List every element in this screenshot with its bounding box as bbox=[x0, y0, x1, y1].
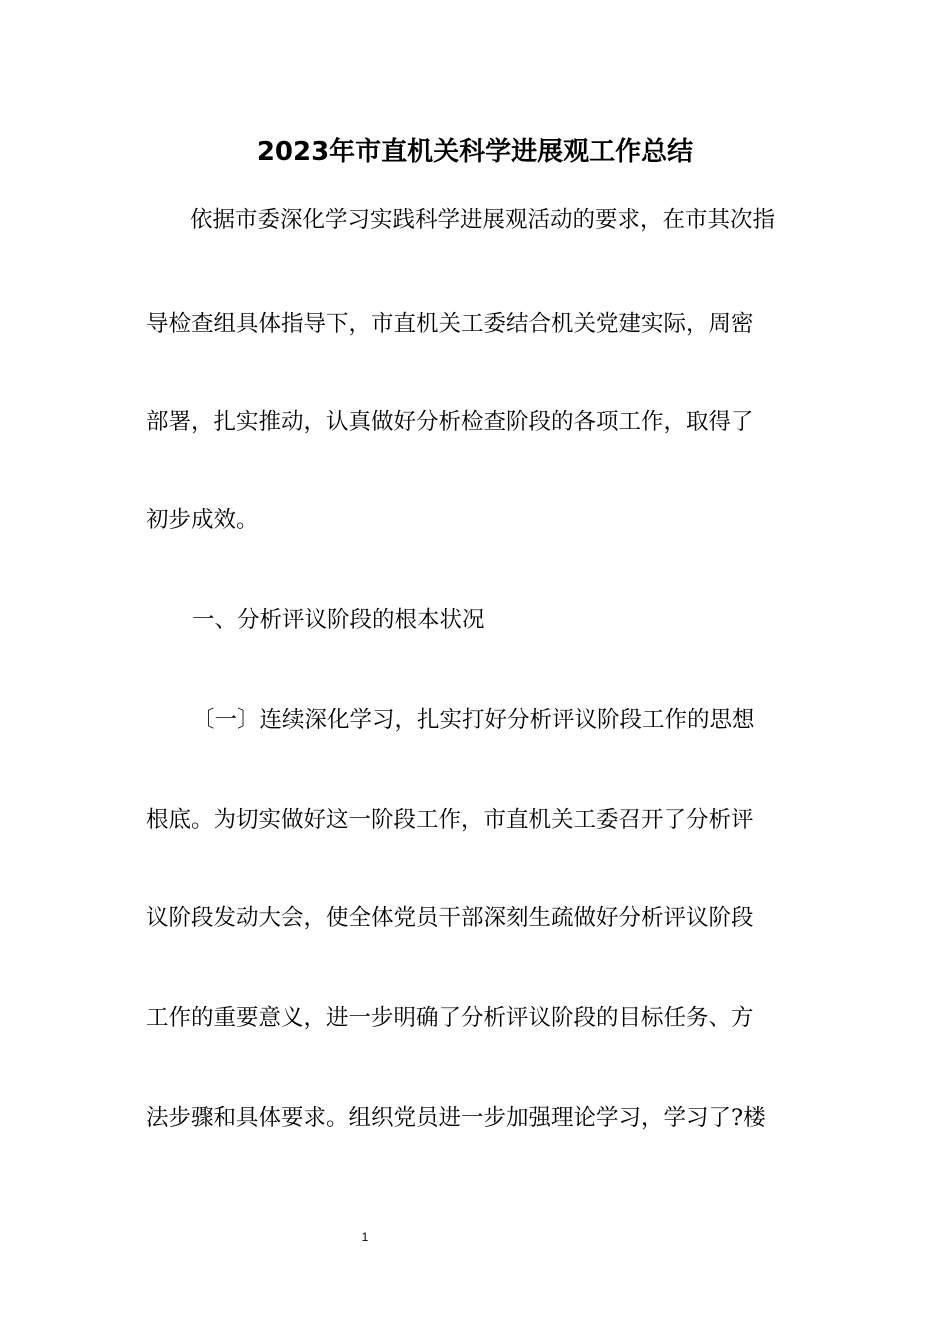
paragraph-line: 依据市委深化学习实践科学进展观活动的要求，在市其次指 bbox=[190, 207, 776, 233]
paragraph-line: 议阶段发动大会，使全体党员干部深刻生疏做好分析评议阶段 bbox=[146, 905, 754, 931]
section-heading: 一、分析评议阶段的根本状况 bbox=[192, 607, 485, 633]
paragraph-line: 根底。为切实做好这一阶段工作，市直机关工委召开了分析评 bbox=[146, 807, 754, 833]
paragraph-line: 导检查组具体指导下，市直机关工委结合机关党建实际，周密 bbox=[146, 311, 754, 337]
paragraph-line: 工作的重要意义，进一步明确了分析评议阶段的目标任务、方 bbox=[146, 1005, 754, 1031]
paragraph-line: 部署，扎实推动，认真做好分析检查阶段的各项工作，取得了 bbox=[146, 409, 754, 435]
document-title: 2023年市直机关科学进展观工作总结 bbox=[256, 137, 694, 167]
paragraph-line: 〔一〕连续深化学习，扎实打好分析评议阶段工作的思想 bbox=[192, 707, 755, 733]
page-number: 1 bbox=[361, 1230, 369, 1244]
paragraph-line: 初步成效。 bbox=[146, 507, 259, 533]
paragraph-line: 法步骤和具体要求。组织党员进一步加强理论学习，学习了?楼 bbox=[146, 1105, 766, 1131]
